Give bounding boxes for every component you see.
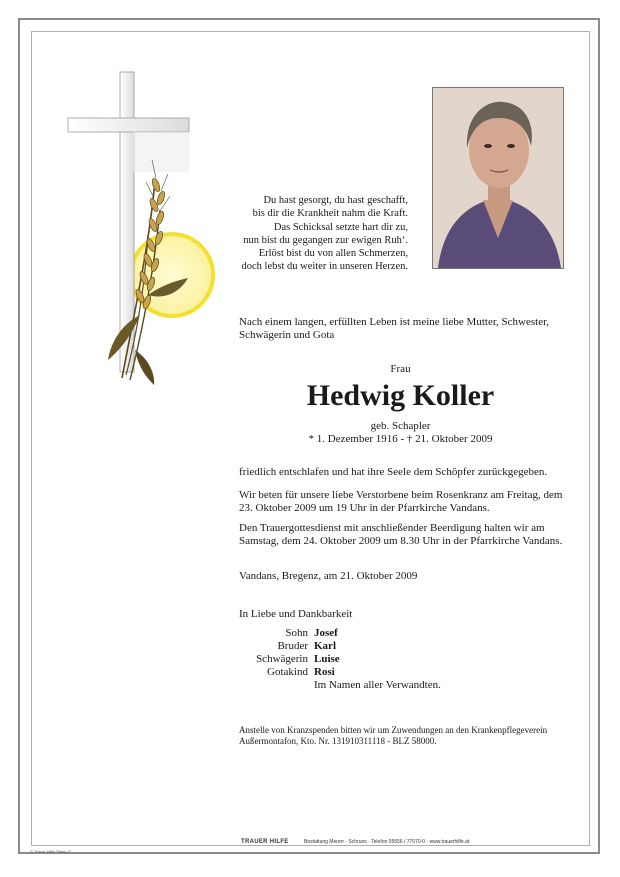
family-relation: Bruder [277, 640, 308, 652]
place-date: Vandans, Bregenz, am 21. Oktober 2009 [239, 570, 418, 582]
family-row [240, 627, 340, 640]
family-relation: Sohn [285, 627, 308, 639]
life-dates: * 1. Dezember 1916 - † 21. Oktober 2009 [308, 433, 493, 445]
family-row [240, 666, 340, 679]
footer [241, 839, 469, 845]
deceased-name: Hedwig Koller [306, 379, 495, 412]
poem-line: nun bist du gegangen zur ewigen Ruh‘. [243, 234, 408, 246]
passing-text: friedlich entschlafen und hat ihre Seele dem Schöpfer zurückgegeben. [239, 466, 548, 478]
portrait-photo [432, 87, 564, 269]
closing-text: In Liebe und Dankbarkeit [239, 608, 353, 620]
family-name: Karl [314, 640, 336, 652]
salutation: Frau [390, 363, 411, 375]
family-name: Josef [314, 627, 338, 639]
donation-note: Anstelle von Kranzspenden bitten wir um Zuwendungen an den Krankenpflegeverein Außermontafon, Kto. Nr. 131910311118 - BLZ 58000. [239, 725, 548, 746]
family-name: Rosi [314, 666, 335, 678]
intro-text: Nach einem langen, erfüllten Leben ist meine liebe Mutter, Schwester, Schwägerin und Gota [239, 316, 550, 341]
poem-line: Erlöst bist du von allen Schmerzen, [258, 248, 408, 260]
family-row [240, 640, 340, 653]
family-list [240, 627, 340, 679]
birth-name: geb. Schapler [370, 420, 431, 432]
poem [210, 194, 408, 274]
family-relation: Gotakind [267, 666, 308, 678]
funeral-text: Den Trauergottesdienst mit anschließender Beerdigung halten wir am Samstag, dem 24. Oktober 2009 um 8.30 Uhr in der Pfarrkirche Vandans. [239, 522, 563, 547]
family-name: Luise [314, 653, 340, 665]
footer-brand: TRAUER HILFE [241, 839, 289, 845]
poem-line: doch lebst du weiter in unseren Herzen. [241, 261, 408, 273]
rosary-text: Wir beten für unsere liebe Verstorbene beim Rosenkranz am Freitag, dem 23. Oktober 2009 um 19 Uhr in der Pfarrkirche Vandans. [239, 489, 563, 514]
poem-line: Das Schicksal setzte hart dir zu, [273, 221, 408, 233]
family-row [240, 653, 340, 666]
copyright: © Trauer Hilfe "Birns 2" [30, 849, 72, 854]
footer-info: Bestattung Mererr · Schruns · Telefon 05556 / 77070-0 · www.trauerhilfe.at [304, 839, 470, 845]
poem-line: Du hast gesorgt, du hast geschafft, [263, 195, 408, 206]
poem-line: bis dir die Krankheit nahm die Kraft. [252, 208, 408, 220]
family-relation: Schwägerin [256, 653, 308, 665]
relatives-text: Im Namen aller Verwandten. [314, 679, 441, 691]
